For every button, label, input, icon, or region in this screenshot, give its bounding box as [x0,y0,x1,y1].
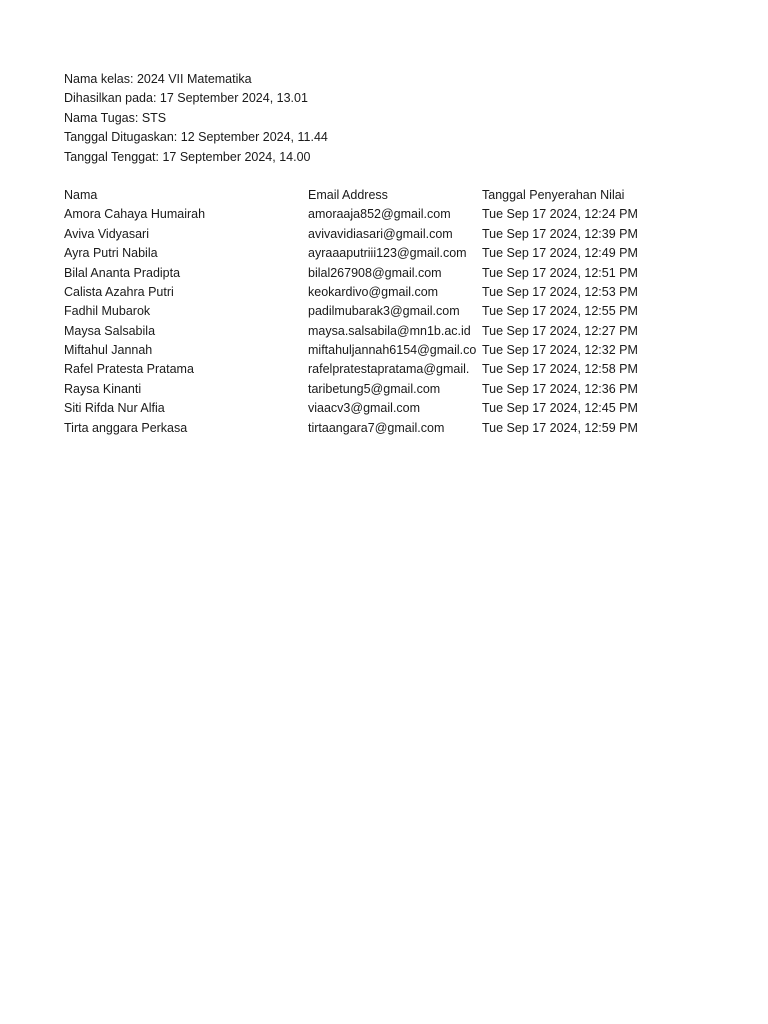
cell-submission-date: Tue Sep 17 2024, 12:36 PM [482,381,638,396]
cell-submission-date: Tue Sep 17 2024, 12:39 PM [482,226,638,241]
table-row [64,264,704,283]
column-header-name: Nama [64,187,98,202]
cell-email-address: taribetung5@gmail.com [308,381,441,396]
column-header-date: Tanggal Penyerahan Nilai [482,187,625,202]
table-header-row [64,186,704,205]
cell-student-name: Aviva Vidyasari [64,226,149,241]
cell-email-address: maysa.salsabila@mn1b.ac.id [308,323,471,338]
table-row [64,380,704,399]
generated-at: Dihasilkan pada: 17 September 2024, 13.01 [64,91,308,106]
cell-email-address: rafelpratestapratama@gmail. [308,362,470,377]
cell-student-name: Tirta anggara Perkasa [64,420,188,435]
submission-table [64,186,704,438]
table-row [64,225,704,244]
cell-student-name: Siti Rifda Nur Alfia [64,401,165,416]
cell-submission-date: Tue Sep 17 2024, 12:53 PM [482,284,638,299]
cell-student-name: Miftahul Jannah [64,343,153,358]
cell-email-address: tirtaangara7@gmail.com [308,420,445,435]
cell-submission-date: Tue Sep 17 2024, 12:32 PM [482,343,638,358]
cell-submission-date: Tue Sep 17 2024, 12:49 PM [482,246,638,261]
cell-email-address: avivavidiasari@gmail.com [308,226,453,241]
table-row [64,419,704,438]
cell-email-address: ayraaaputriii123@gmail.com [308,246,467,261]
report-metadata [64,70,704,167]
cell-student-name: Rafel Pratesta Pratama [64,362,194,377]
table-row [64,244,704,263]
table-body [64,205,704,438]
cell-student-name: Raysa Kinanti [64,381,142,396]
assigned-date: Tanggal Ditugaskan: 12 September 2024, 11.44 [64,130,328,145]
cell-student-name: Bilal Ananta Pradipta [64,265,181,280]
cell-email-address: keokardivo@gmail.com [308,284,439,299]
table-row [64,283,704,302]
due-date: Tanggal Tenggat: 17 September 2024, 14.00 [64,149,311,164]
table-row [64,399,704,418]
cell-submission-date: Tue Sep 17 2024, 12:45 PM [482,401,638,416]
cell-student-name: Maysa Salsabila [64,323,156,338]
cell-submission-date: Tue Sep 17 2024, 12:24 PM [482,207,638,222]
table-row [64,322,704,341]
cell-submission-date: Tue Sep 17 2024, 12:55 PM [482,304,638,319]
cell-student-name: Ayra Putri Nabila [64,246,158,261]
cell-student-name: Fadhil Mubarok [64,304,151,319]
cell-email-address: viaacv3@gmail.com [308,401,421,416]
cell-submission-date: Tue Sep 17 2024, 12:59 PM [482,420,638,435]
cell-submission-date: Tue Sep 17 2024, 12:58 PM [482,362,638,377]
cell-email-address: bilal267908@gmail.com [308,265,442,280]
class-name: Nama kelas: 2024 VII Matematika [64,72,252,86]
cell-student-name: Calista Azahra Putri [64,284,174,299]
table-row [64,360,704,379]
assignment-name: Nama Tugas: STS [64,110,167,125]
cell-student-name: Amora Cahaya Humairah [64,207,206,222]
table-row [64,205,704,224]
cell-email-address: miftahuljannah6154@gmail.co [308,343,477,358]
cell-submission-date: Tue Sep 17 2024, 12:27 PM [482,323,638,338]
table-row [64,341,704,360]
table-row [64,302,704,321]
report-page [64,70,704,438]
cell-submission-date: Tue Sep 17 2024, 12:51 PM [482,265,638,280]
cell-email-address: padilmubarak3@gmail.com [308,304,460,319]
cell-email-address: amoraaja852@gmail.com [308,207,451,222]
column-header-email: Email Address [308,187,388,202]
